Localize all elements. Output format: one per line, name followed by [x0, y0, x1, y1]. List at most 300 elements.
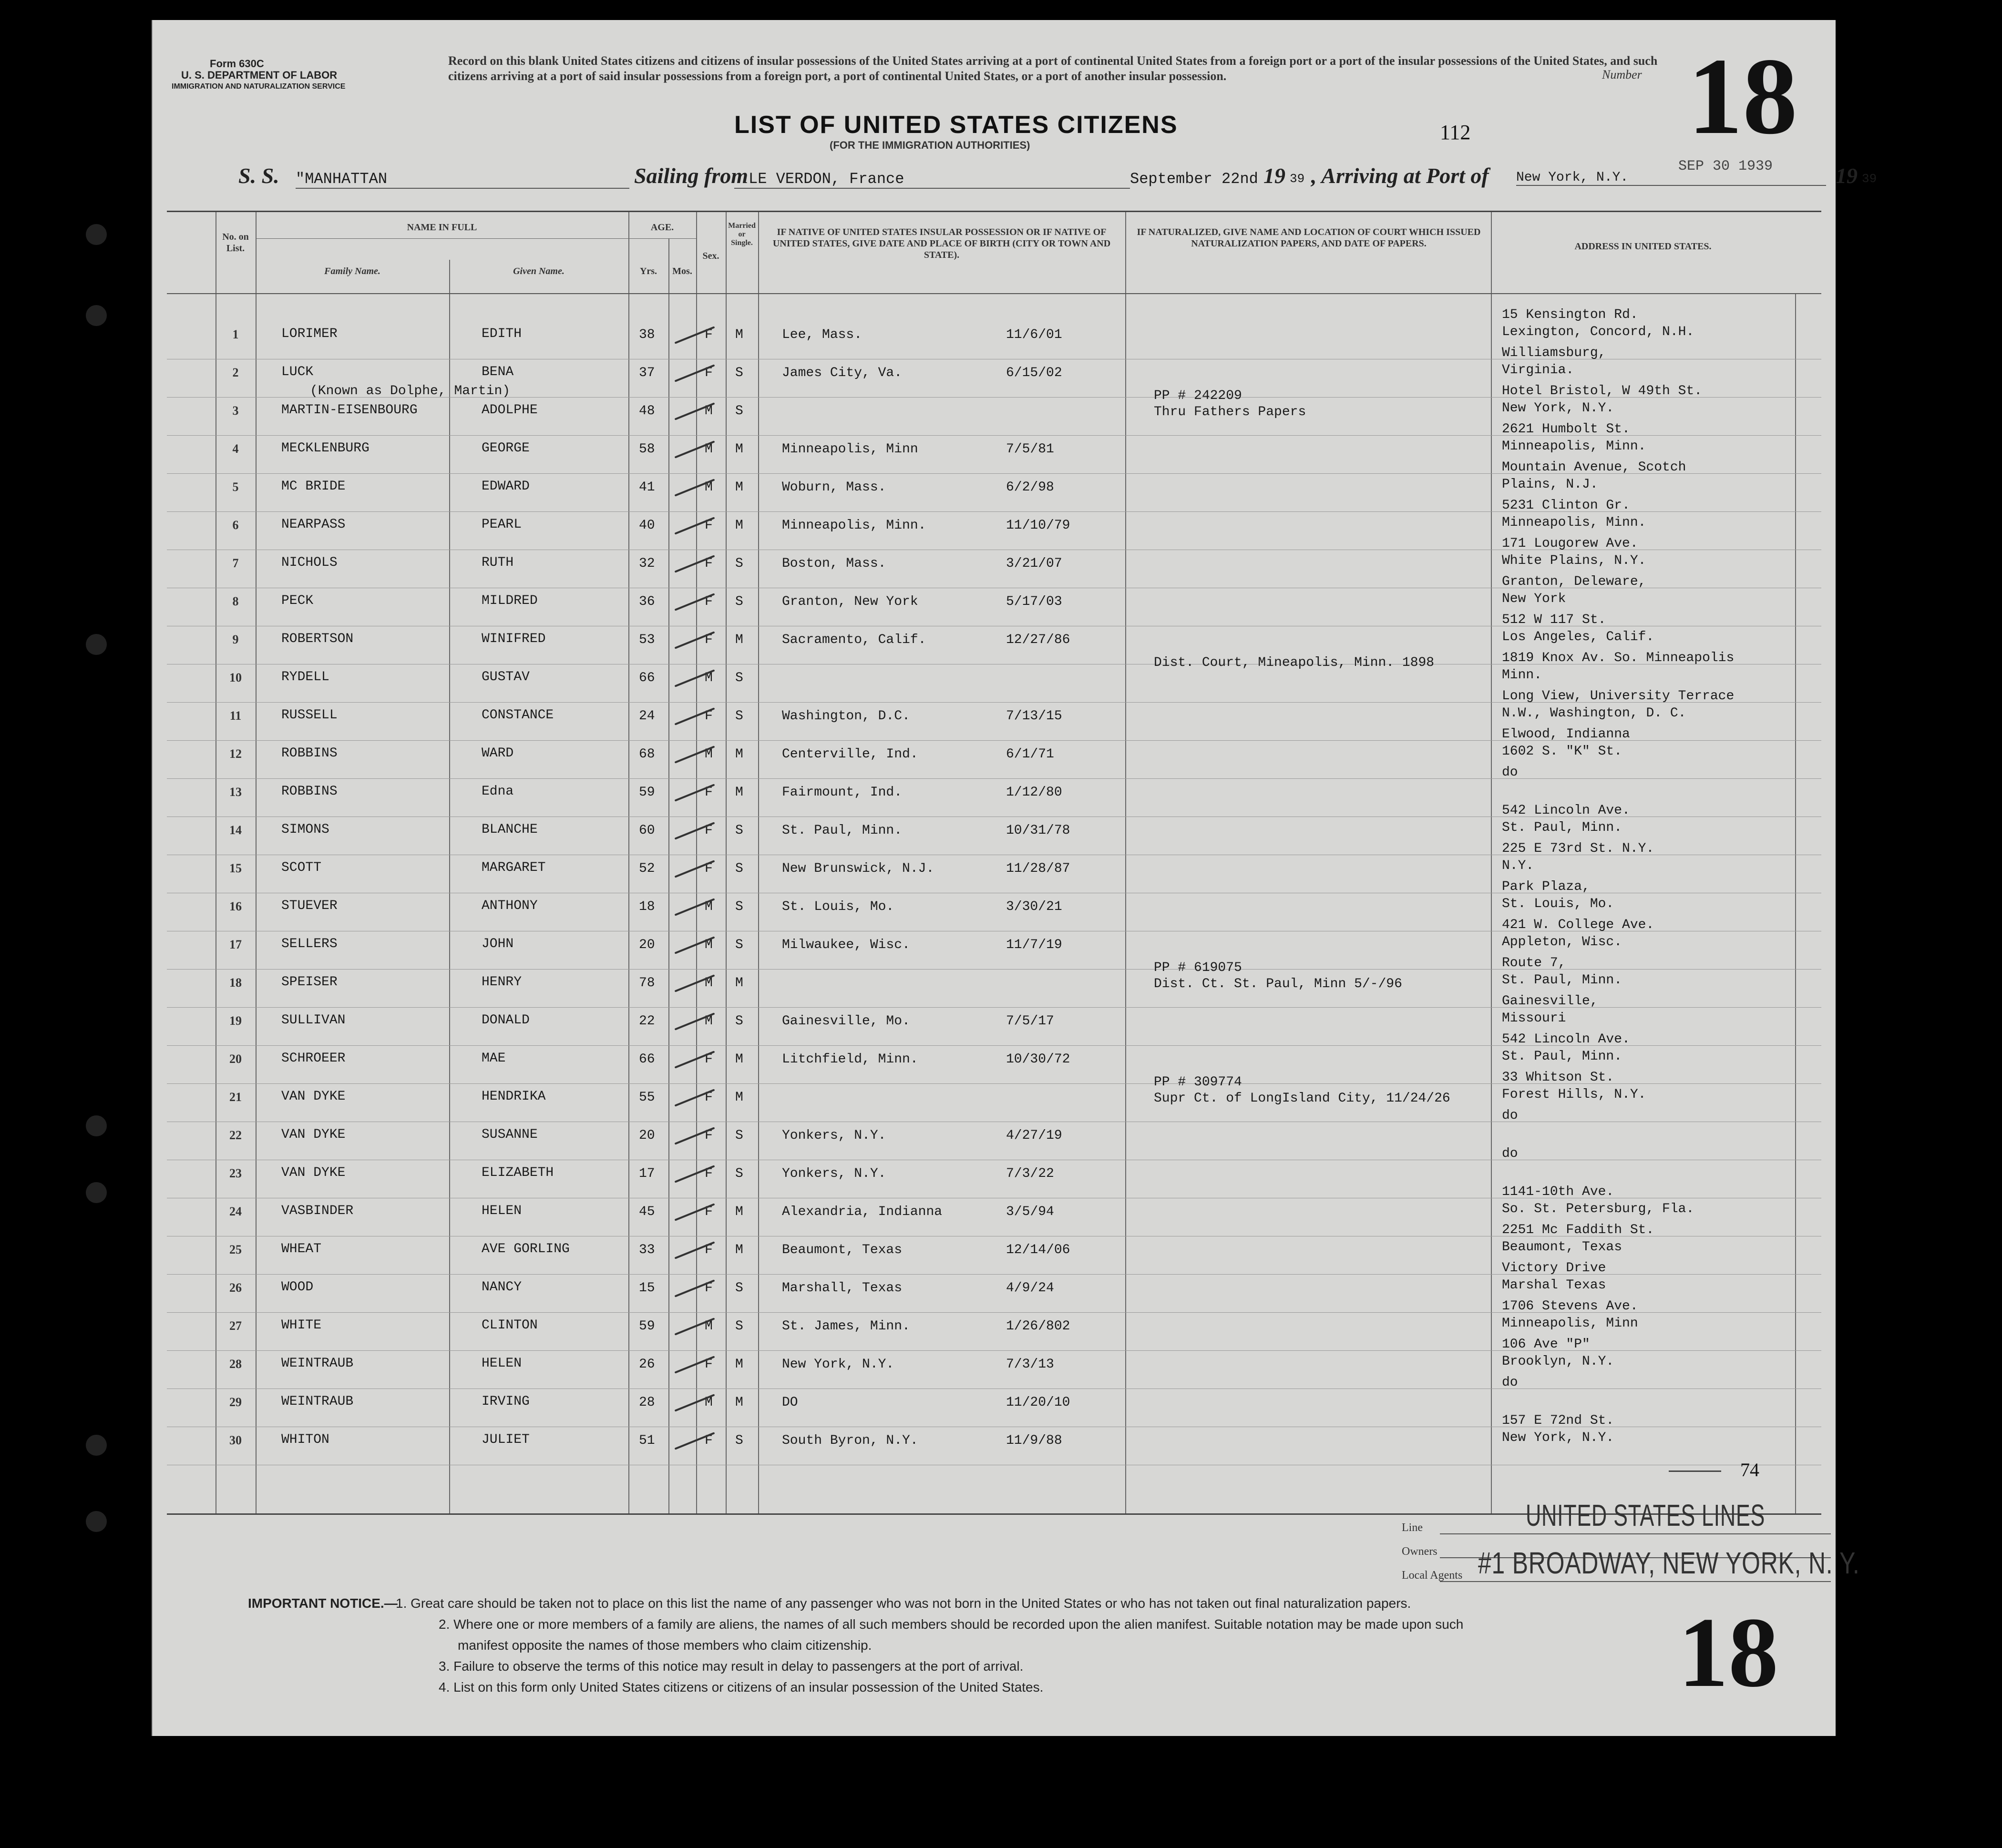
address-line-1: Route 7, [1502, 956, 1566, 970]
row-number: 18 [229, 976, 242, 990]
given-name: HENRY [482, 975, 522, 990]
marital-status: M [735, 785, 743, 800]
sex-value: M [705, 747, 713, 762]
address-line-1: 1819 Knox Av. So. Minneapolis [1502, 651, 1735, 665]
age-years: 45 [639, 1205, 655, 1219]
arrival-date-stamp: SEP 30 1939 [1678, 158, 1773, 174]
age-years: 33 [639, 1243, 655, 1257]
family-name: WHEAT [281, 1242, 322, 1256]
family-name: SULLIVAN [281, 1013, 346, 1028]
col-no-header: No. on List. [222, 232, 249, 254]
col-sex-header: Sex. [702, 251, 719, 261]
total-count: 74 [1740, 1459, 1759, 1480]
given-name: CLINTON [482, 1318, 538, 1333]
birth-place: Litchfield, Minn. [782, 1052, 918, 1067]
address-line-1: do [1502, 1108, 1518, 1123]
birth-place: Alexandria, Indianna [782, 1205, 943, 1219]
age-years: 20 [639, 938, 655, 952]
marital-status: M [735, 518, 743, 533]
birth-date: 7/5/81 [1006, 442, 1054, 457]
given-name: WINIFRED [482, 632, 546, 646]
age-years: 38 [639, 327, 655, 342]
address-line-1: do [1502, 1146, 1518, 1161]
birth-place: South Byron, N.Y. [782, 1433, 918, 1448]
given-name: HELEN [482, 1204, 522, 1218]
marital-status: S [735, 1128, 743, 1143]
marital-status: M [735, 976, 743, 990]
col-address-header: ADDRESS IN UNITED STATES. [1574, 241, 1712, 252]
birth-date: 4/9/24 [1006, 1281, 1054, 1296]
notice-4: 4. List on this form only United States citizens or citizens of an insular possession of the United States. [439, 1680, 1044, 1695]
birth-place: Beaumont, Texas [782, 1243, 903, 1257]
address-line-1: Mountain Avenue, Scotch [1502, 460, 1686, 475]
address-line-1: Victory Drive [1502, 1261, 1606, 1276]
address-line-2: St. Paul, Minn. [1502, 820, 1622, 835]
sex-value: F [705, 366, 713, 380]
birth-date: 3/5/94 [1006, 1205, 1054, 1219]
notice-2a: 2. Where one or more members of a family are aliens, the names of all such members should be recorded upon the alien manifest. Suitable notation may be made upon such [439, 1617, 1464, 1632]
department: U. S. DEPARTMENT OF LABOR [181, 69, 338, 81]
family-name: ROBBINS [281, 746, 338, 761]
birth-date: 1/26/802 [1006, 1319, 1070, 1334]
address-line-1: 542 Lincoln Ave. [1502, 803, 1630, 818]
birth-date: 12/27/86 [1006, 633, 1070, 647]
sex-value: F [705, 518, 713, 533]
age-years: 48 [639, 404, 655, 419]
marital-status: M [735, 1395, 743, 1410]
marital-status: S [735, 1433, 743, 1448]
col-yrs-header: Yrs. [639, 266, 657, 276]
family-name: WEINTRAUB [281, 1356, 354, 1371]
birth-date: 11/28/87 [1006, 861, 1070, 876]
address-line-2: New York, N.Y. [1502, 401, 1614, 416]
sex-value: M [705, 899, 713, 914]
age-years: 36 [639, 594, 655, 609]
given-name: SUSANNE [482, 1127, 538, 1142]
naturalization-info: PP # 242209 [1154, 388, 1242, 403]
line-stamp: UNITED STATES LINES [1526, 1498, 1766, 1532]
row-number: 30 [229, 1433, 242, 1447]
address-line-1: Granton, Deleware, [1502, 574, 1646, 589]
address-line-1: 157 E 72nd St. [1502, 1413, 1614, 1428]
address-line-1: 15 Kensington Rd. [1502, 307, 1638, 322]
sex-value: F [705, 1128, 713, 1143]
age-years: 66 [639, 671, 655, 685]
family-name: VAN DYKE [281, 1089, 346, 1104]
given-name: EDITH [482, 327, 522, 341]
naturalization-info: PP # 309774 [1154, 1075, 1242, 1090]
marital-status: S [735, 1281, 743, 1296]
notice-1: 1. Great care should be taken not to place on this list the name of any passenger who was not born in the United States or who has not taken out final naturalization papers. [396, 1596, 1411, 1611]
marital-status: M [735, 747, 743, 762]
birth-place: St. Louis, Mo. [782, 899, 894, 914]
sex-value: M [705, 976, 713, 990]
age-years: 26 [639, 1357, 655, 1372]
marital-status: M [735, 480, 743, 495]
address-line-2: St. Louis, Mo. [1502, 897, 1614, 911]
birth-date: 4/27/19 [1006, 1128, 1062, 1143]
marital-status: S [735, 899, 743, 914]
age-years: 68 [639, 747, 655, 762]
row-number: 21 [229, 1090, 242, 1104]
family-name: MC BRIDE [281, 479, 346, 494]
manifest-sheet [152, 20, 1877, 1736]
form-number: Form 630C [210, 58, 264, 70]
row-number: 16 [229, 899, 242, 913]
marital-status: S [735, 1014, 743, 1029]
birth-place: Gainesville, Mo. [782, 1014, 910, 1029]
address-line-2: White Plains, N.Y. [1502, 553, 1646, 568]
table-row [167, 727, 1821, 779]
table-row [167, 1337, 1821, 1389]
age-years: 55 [639, 1090, 655, 1105]
address-line-1: Gainesville, [1502, 994, 1598, 1009]
given-name: IRVING [482, 1394, 530, 1409]
address-line-2: Lexington, Concord, N.H. [1502, 325, 1694, 339]
row-number: 3 [232, 404, 239, 418]
marital-status: S [735, 709, 743, 724]
birth-place: Boston, Mass. [782, 556, 886, 571]
given-name: ELIZABETH [482, 1165, 554, 1180]
preamble-text: Record on this blank United States citizens and citizens of insular possessions of the United States arriving at a port of continental United States from a foreign port or a port of the insular possessions of the United States, and such citizens arriving at a port of said insular possessions from a foreign port, a port of continental United States, or a port of another insular possession. [448, 54, 1658, 83]
address-line-2: Minn. [1502, 668, 1542, 683]
age-years: 20 [639, 1128, 655, 1143]
age-years: 22 [639, 1014, 655, 1029]
row-number: 12 [229, 747, 242, 761]
address-line-2: 1602 S. "K" St. [1502, 744, 1622, 759]
marital-status: S [735, 594, 743, 609]
sex-value: M [705, 1319, 713, 1334]
given-name: GUSTAV [482, 670, 530, 684]
address-line-1: 2621 Humbolt St. [1502, 422, 1630, 437]
birth-place: Yonkers, N.Y. [782, 1166, 886, 1181]
row-number: 11 [229, 709, 242, 723]
naturalization-detail: Thru Fathers Papers [1154, 405, 1306, 419]
family-name: ROBERTSON [281, 632, 354, 646]
row-number: 27 [229, 1319, 242, 1333]
family-name: NEARPASS [281, 517, 346, 532]
document-title: LIST OF UNITED STATES CITIZENS [734, 111, 1178, 139]
naturalization-info: Dist. Court, Mineapolis, Minn. 1898 [1154, 655, 1435, 670]
sex-value: M [705, 671, 713, 685]
age-years: 52 [639, 861, 655, 876]
family-name: STUEVER [281, 898, 338, 913]
col-name-header: NAME IN FULL [407, 222, 477, 233]
given-name: ADOLPHE [482, 403, 538, 418]
row-number: 19 [229, 1014, 242, 1028]
birth-date: 11/6/01 [1006, 327, 1062, 342]
col-married-header: Married or Single. [728, 222, 756, 247]
sex-value: F [705, 1205, 713, 1219]
birth-date: 6/1/71 [1006, 747, 1054, 762]
name-note: (Known as Dolphe, Martin) [310, 384, 511, 398]
row-number: 17 [229, 938, 242, 951]
row-number: 25 [229, 1243, 242, 1256]
family-name: VASBINDER [281, 1204, 354, 1218]
birth-place: St. James, Minn. [782, 1319, 910, 1334]
birth-place: Washington, D.C. [782, 709, 910, 724]
marital-status: M [735, 1357, 743, 1372]
row-number: 28 [229, 1357, 242, 1371]
marital-status: M [735, 327, 743, 342]
given-name: BENA [482, 365, 514, 379]
age-years: 59 [639, 785, 655, 800]
sex-value: F [705, 556, 713, 571]
address-line-2: New York, N.Y. [1502, 1430, 1614, 1445]
row-number: 24 [229, 1205, 242, 1218]
marital-status: S [735, 366, 743, 380]
sex-value: F [705, 1281, 713, 1296]
sex-value: F [705, 1357, 713, 1372]
sex-value: M [705, 1395, 713, 1410]
marital-status: S [735, 556, 743, 571]
address-line-2: Beaumont, Texas [1502, 1240, 1622, 1255]
marital-status: S [735, 1166, 743, 1181]
table-row [167, 1070, 1821, 1123]
age-years: 51 [639, 1433, 655, 1448]
address-line-2: Minneapolis, Minn. [1502, 515, 1646, 530]
family-name: VAN DYKE [281, 1165, 346, 1180]
age-years: 18 [639, 899, 655, 914]
given-name: ANTHONY [482, 898, 538, 913]
age-years: 32 [639, 556, 655, 571]
birth-date: 7/5/17 [1006, 1014, 1054, 1029]
page-code: 112 [1440, 121, 1471, 144]
given-name: MILDRED [482, 593, 538, 608]
family-name: RUSSELL [281, 708, 338, 723]
sailing-date: September 22nd [1130, 170, 1258, 188]
col-age-header: AGE. [650, 222, 674, 233]
address-line-2: Minneapolis, Minn [1502, 1316, 1638, 1331]
passenger-table [167, 211, 1821, 1515]
family-name: LORIMER [281, 327, 338, 341]
sex-value: F [705, 709, 713, 724]
birth-date: 1/12/80 [1006, 785, 1062, 800]
passenger-rows [167, 307, 1821, 1466]
arriving-label: , Arriving at Port of [1311, 163, 1489, 188]
sex-value: M [705, 1014, 713, 1029]
sex-value: F [705, 1090, 713, 1105]
given-name: DONALD [482, 1013, 530, 1028]
birth-place: New Brunswick, N.J. [782, 861, 934, 876]
col-birth-header: IF NATIVE OF UNITED STATES INSULAR POSSESSION OR IF NATIVE OF UNITED STATES, GIVE DATE AND PLACE OF BIRTH (CITY OR TOWN AND STATE). [772, 227, 1111, 260]
family-name: WEINTRAUB [281, 1394, 354, 1409]
address-line-1: 542 Lincoln Ave. [1502, 1032, 1630, 1047]
address-line-2: Marshal Texas [1502, 1278, 1606, 1293]
given-name: CONSTANCE [482, 708, 554, 723]
sex-value: F [705, 823, 713, 838]
address-line-2: St. Paul, Minn. [1502, 1049, 1622, 1064]
given-name: Edna [482, 784, 514, 799]
marital-status: S [735, 1319, 743, 1334]
marital-status: M [735, 1052, 743, 1067]
row-number: 14 [229, 823, 242, 837]
marital-status: S [735, 671, 743, 685]
table-row [167, 1413, 1821, 1466]
age-years: 78 [639, 976, 655, 990]
birth-date: 11/20/10 [1006, 1395, 1070, 1410]
row-number: 8 [232, 594, 239, 608]
sex-value: F [705, 633, 713, 647]
row-number: 1 [232, 327, 239, 341]
birth-date: 6/2/98 [1006, 480, 1054, 495]
address-line-1: 171 Lougorew Ave. [1502, 536, 1638, 551]
address-line-1: 421 W. College Ave. [1502, 918, 1654, 932]
age-years: 17 [639, 1166, 655, 1181]
arrival-port: New York, N.Y. [1516, 170, 1826, 186]
birth-place: Minneapolis, Minn [782, 442, 918, 457]
birth-date: 10/31/78 [1006, 823, 1070, 838]
family-name: RYDELL [281, 670, 329, 684]
age-years: 66 [639, 1052, 655, 1067]
birth-place: Centerville, Ind. [782, 747, 918, 762]
family-name: WHITON [281, 1432, 329, 1447]
birth-date: 3/21/07 [1006, 556, 1062, 571]
given-name: AVE GORLING [482, 1242, 570, 1256]
address-line-1: 33 Whitson St. [1502, 1070, 1614, 1085]
address-line-1: 106 Ave "P" [1502, 1337, 1590, 1352]
row-number: 2 [232, 366, 239, 379]
table-row [167, 918, 1821, 970]
sex-value: M [705, 938, 713, 952]
birth-date: 3/30/21 [1006, 899, 1062, 914]
col-family-header: Family Name. [324, 266, 380, 276]
birth-place: Fairmount, Ind. [782, 785, 903, 800]
address-line-1: do [1502, 765, 1518, 780]
address-line-1: Williamsburg, [1502, 346, 1606, 360]
age-years: 58 [639, 442, 655, 457]
birth-date: 11/9/88 [1006, 1433, 1062, 1448]
marital-status: S [735, 823, 743, 838]
family-name: SELLERS [281, 937, 338, 951]
birth-date: 11/10/79 [1006, 518, 1070, 533]
address-line-1: do [1502, 1375, 1518, 1390]
address-line-2: Minneapolis, Minn. [1502, 439, 1646, 454]
col-given-header: Given Name. [513, 266, 565, 276]
family-name: SCOTT [281, 860, 322, 875]
address-line-2: Missouri [1502, 1011, 1566, 1026]
given-name: HELEN [482, 1356, 522, 1371]
family-name: MECKLENBURG [281, 441, 370, 456]
birth-place: James City, Va. [782, 366, 903, 380]
birth-date: 7/3/13 [1006, 1357, 1054, 1372]
address-line-1: Park Plaza, [1502, 879, 1590, 894]
age-years: 15 [639, 1281, 655, 1296]
address-line-2: N.Y. [1502, 858, 1534, 873]
sex-value: M [705, 442, 713, 457]
row-number: 23 [229, 1166, 242, 1180]
sex-value: M [705, 404, 713, 419]
family-name: NICHOLS [281, 555, 338, 570]
birth-place: Lee, Mass. [782, 327, 862, 342]
number-label: Number [1602, 68, 1642, 82]
address-line-1: 512 W 117 St. [1502, 613, 1606, 627]
row-number: 20 [229, 1052, 242, 1066]
address-line-2: St. Paul, Minn. [1502, 973, 1622, 988]
given-name: WARD [482, 746, 514, 761]
sex-value: F [705, 327, 713, 342]
birth-place: New York, N.Y. [782, 1357, 894, 1372]
birth-place: DO [782, 1395, 798, 1410]
document-subtitle: (FOR THE IMMIGRATION AUTHORITIES) [830, 139, 1030, 151]
age-years: 53 [639, 633, 655, 647]
sheet-number: 18 [1688, 35, 1797, 157]
row-number: 13 [229, 785, 242, 799]
age-years: 24 [639, 709, 655, 724]
marital-status: S [735, 938, 743, 952]
age-years: 60 [639, 823, 655, 838]
given-name: EDWARD [482, 479, 530, 494]
address-stamp: #1 BROADWAY, NEW YORK, N. Y. [1478, 1546, 1860, 1580]
birth-date: 5/17/03 [1006, 594, 1062, 609]
address-line-2: Appleton, Wisc. [1502, 935, 1622, 950]
age-years: 59 [639, 1319, 655, 1334]
row-number: 10 [229, 671, 242, 684]
address-line-2: So. St. Petersburg, Fla. [1502, 1202, 1694, 1216]
address-line-1: Elwood, Indianna [1502, 727, 1630, 742]
marital-status: M [735, 1090, 743, 1105]
notice-2b: manifest opposite the names of those members who claim citizenship. [458, 1638, 872, 1653]
row-number: 9 [232, 633, 239, 646]
sex-value: F [705, 1433, 713, 1448]
address-line-2: Los Angeles, Calif. [1502, 630, 1654, 644]
row-number: 15 [229, 861, 242, 875]
address-line-2: N.W., Washington, D. C. [1502, 706, 1686, 721]
sex-value: M [705, 480, 713, 495]
table-row [167, 1108, 1821, 1161]
address-line-1: Long View, University Terrace [1502, 689, 1735, 704]
address-line-2: Forest Hills, N.Y. [1502, 1087, 1646, 1102]
notice-3: 3. Failure to observe the terms of this notice may result in delay to passengers at the port of arrival. [439, 1659, 1024, 1674]
birth-place: Minneapolis, Minn. [782, 518, 926, 533]
age-years: 40 [639, 518, 655, 533]
marital-status: M [735, 1205, 743, 1219]
agents-label: Local Agents [1402, 1569, 1463, 1582]
address-line-1: 225 E 73rd St. N.Y. [1502, 841, 1654, 856]
birth-place: Milwaukee, Wisc. [782, 938, 910, 952]
row-number: 22 [229, 1128, 242, 1142]
given-name: MARGARET [482, 860, 546, 875]
sex-value: F [705, 861, 713, 876]
address-line-2: Plains, N.J. [1502, 477, 1598, 492]
family-name: SIMONS [281, 822, 329, 837]
address-line-1: 5231 Clinton Gr. [1502, 498, 1630, 513]
sex-value: F [705, 1243, 713, 1257]
arrival-year-prefix: 19 [1836, 163, 1858, 188]
age-years: 41 [639, 480, 655, 495]
address-line-2: Virginia. [1502, 363, 1574, 378]
given-name: BLANCHE [482, 822, 538, 837]
row-number: 26 [229, 1281, 242, 1295]
marital-status: M [735, 1243, 743, 1257]
birth-date: 10/30/72 [1006, 1052, 1070, 1067]
notice-title: IMPORTANT NOTICE.— [248, 1596, 398, 1611]
line-label: Line [1402, 1521, 1423, 1534]
birth-date: 7/3/22 [1006, 1166, 1054, 1181]
family-name: WOOD [281, 1280, 314, 1295]
arrival-year: 39 [1862, 172, 1877, 186]
sex-value: F [705, 785, 713, 800]
birth-date: 6/15/02 [1006, 366, 1062, 380]
row-number: 4 [232, 442, 239, 456]
marital-status: S [735, 861, 743, 876]
row-number: 29 [229, 1395, 242, 1409]
given-name: HENDRIKA [482, 1089, 546, 1104]
bottom-sheet-number: 18 [1678, 1597, 1778, 1708]
address-line-2: New York [1502, 592, 1566, 606]
naturalization-detail: Supr Ct. of LongIsland City, 11/24/26 [1154, 1091, 1450, 1106]
birth-date: 12/14/06 [1006, 1243, 1070, 1257]
